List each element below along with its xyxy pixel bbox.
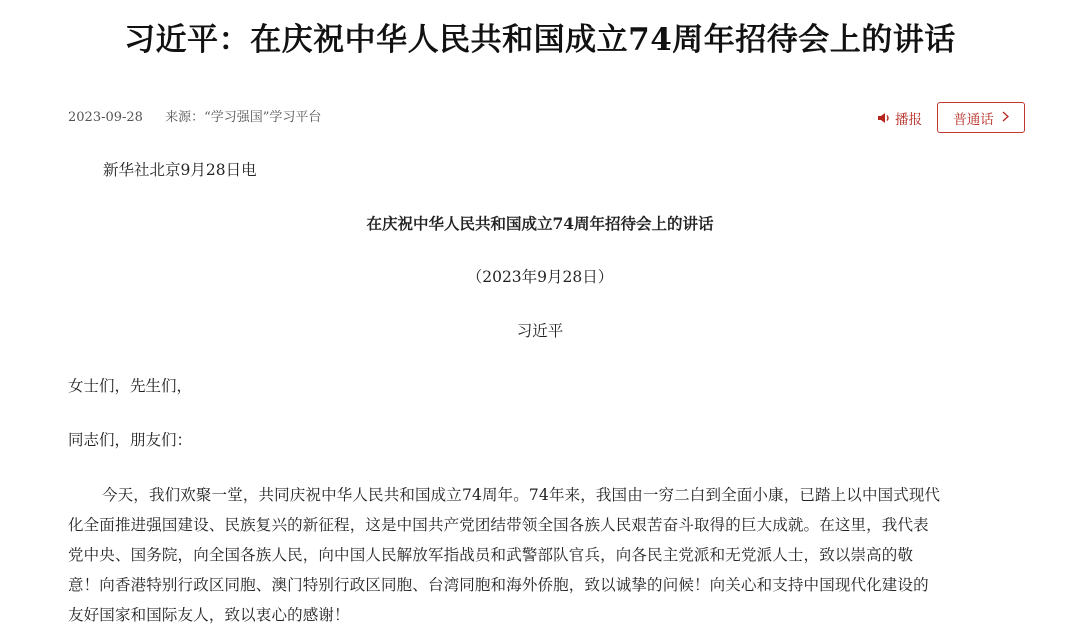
publish-date: 2023-09-28 [68, 110, 143, 125]
paragraph-line: 友好国家和国际友人，致以衷心的感谢！ [68, 606, 350, 624]
paragraph-line: 今天，我们欢聚一堂，共同庆祝中华人民共和国成立74周年。74年来，我国由一穷二白到全面小康，已踏上以中国式现代 [102, 486, 941, 504]
language-select-button[interactable] [937, 102, 1025, 133]
speech-title: 在庆祝中华人民共和国成立74周年招待会上的讲话 [366, 214, 714, 233]
dateline: 新华社北京9月28日电 [103, 161, 257, 179]
greeting-line: 同志们，朋友们： [68, 431, 193, 449]
paragraph-line: 党中央、国务院，向全国各族人民，向中国人民解放军指战员和武警部队官兵，向各民主党派和无党派人士，致以崇高的敬 [68, 546, 914, 564]
greeting-line: 女士们，先生们， [68, 377, 193, 395]
article-meta [68, 106, 321, 125]
speech-date: （2023年9月28日） [466, 268, 614, 286]
article-title: 习近平：在庆祝中华人民共和国成立74周年招待会上的讲话 [124, 22, 956, 58]
paragraph-line: 化全面推进强国建设、民族复兴的新征程，这是中国共产党团结带领全国各族人民艰苦奋斗取得的巨大成就。在这里，我代表 [68, 516, 929, 534]
source-name: “学习强国”学习平台 [204, 110, 322, 125]
speech-paragraph [68, 480, 1030, 630]
source-label: 来源： [165, 110, 205, 125]
play-label: 播报 [895, 112, 922, 128]
speaker-name: 习近平 [516, 322, 564, 340]
language-label: 普通话 [953, 111, 994, 128]
chevron-right-icon [1002, 110, 1009, 126]
paragraph-line: 意！向香港特别行政区同胞、澳门特别行政区同胞、台湾同胞和海外侨胞，致以诚挚的问候！向关心和支持中国现代化建设的 [68, 576, 929, 594]
play-broadcast-button[interactable] [877, 108, 922, 128]
speaker-icon [877, 112, 891, 124]
